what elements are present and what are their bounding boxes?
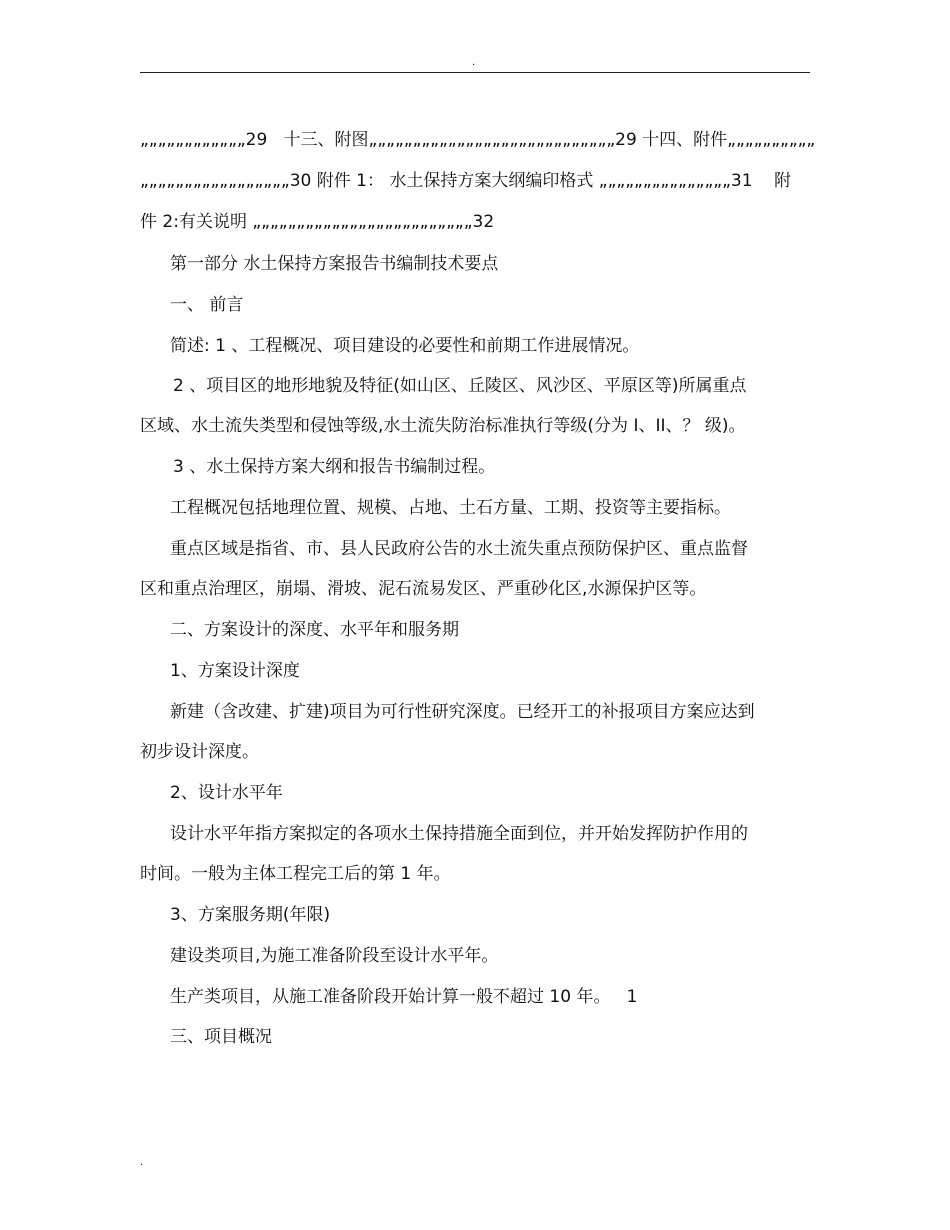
subheading: 1、方案设计深度 bbox=[170, 661, 300, 681]
subheading: 3、方案服务期(年限) bbox=[170, 905, 331, 925]
subheading: 2、设计水平年 bbox=[170, 783, 283, 803]
paragraph: 设计水平年指方案拟定的各项水土保持措施全面到位，并开始发挥防护作用的 bbox=[170, 824, 748, 844]
part-heading: 第一部分 水土保持方案报告书编制技术要点 bbox=[170, 254, 499, 274]
paragraph: 工程概况包括地理位置、规模、占地、土石方量、工期、投资等主要指标。 bbox=[170, 498, 731, 518]
paragraph-continuation: 时间。一般为主体工程完工后的第 1 年。 bbox=[140, 864, 451, 884]
paragraph: 建设类项目,为施工准备阶段至设计水平年。 bbox=[170, 946, 499, 966]
toc-line-3: 件 2:有关说明 „„„„„„„„„„„„„„„„„„„„„„„„„32 bbox=[140, 212, 495, 232]
paragraph: 简述: 1 、工程概况、项目建设的必要性和前期工作进展情况。 bbox=[170, 336, 640, 356]
paragraph-with-page-number: 生产类项目，从施工准备阶段开始计算一般不超过 10 年。 1 bbox=[170, 987, 638, 1007]
paragraph-continuation: 区和重点治理区，崩塌、滑坡、泥石流易发区、严重砂化区,水源保护区等。 bbox=[140, 579, 707, 599]
section-heading-overview: 三、项目概况 bbox=[170, 1027, 272, 1047]
toc-line-2: „„„„„„„„„„„„„„„„„30 附件 1： 水土保持方案大纲编印格式 „„„„„„„„„„„„„„„31 附 bbox=[140, 171, 792, 191]
paragraph: 3 、水土保持方案大纲和报告书编制过程。 bbox=[173, 457, 496, 477]
header-rule bbox=[140, 72, 810, 73]
section-heading-preface: 一、 前言 bbox=[170, 295, 244, 315]
footer-mark: . bbox=[140, 1157, 144, 1168]
paragraph-continuation: 初步设计深度。 bbox=[140, 742, 259, 762]
paragraph: 重点区域是指省、市、县人民政府公告的水土流失重点预防保护区、重点监督 bbox=[170, 539, 748, 559]
section-heading-depth: 二、方案设计的深度、水平年和服务期 bbox=[170, 620, 459, 640]
toc-line-1: „„„„„„„„„„„„29 十三、附图„„„„„„„„„„„„„„„„„„„„„„„„„„„„29 十四、附件„„„„„„„„„„ bbox=[140, 130, 816, 150]
paragraph-continuation: 区域、水土流失类型和侵蚀等级,水土流失防治标准执行等级(分为 I、II、？ 级)。 bbox=[140, 416, 746, 436]
paragraph: 2 、项目区的地形地貌及特征(如山区、丘陵区、风沙区、平原区等)所属重点 bbox=[173, 376, 747, 396]
paragraph: 新建（含改建、扩建)项目为可行性研究深度。已经开工的补报项目方案应达到 bbox=[170, 702, 755, 722]
header-mark: . bbox=[472, 57, 476, 68]
